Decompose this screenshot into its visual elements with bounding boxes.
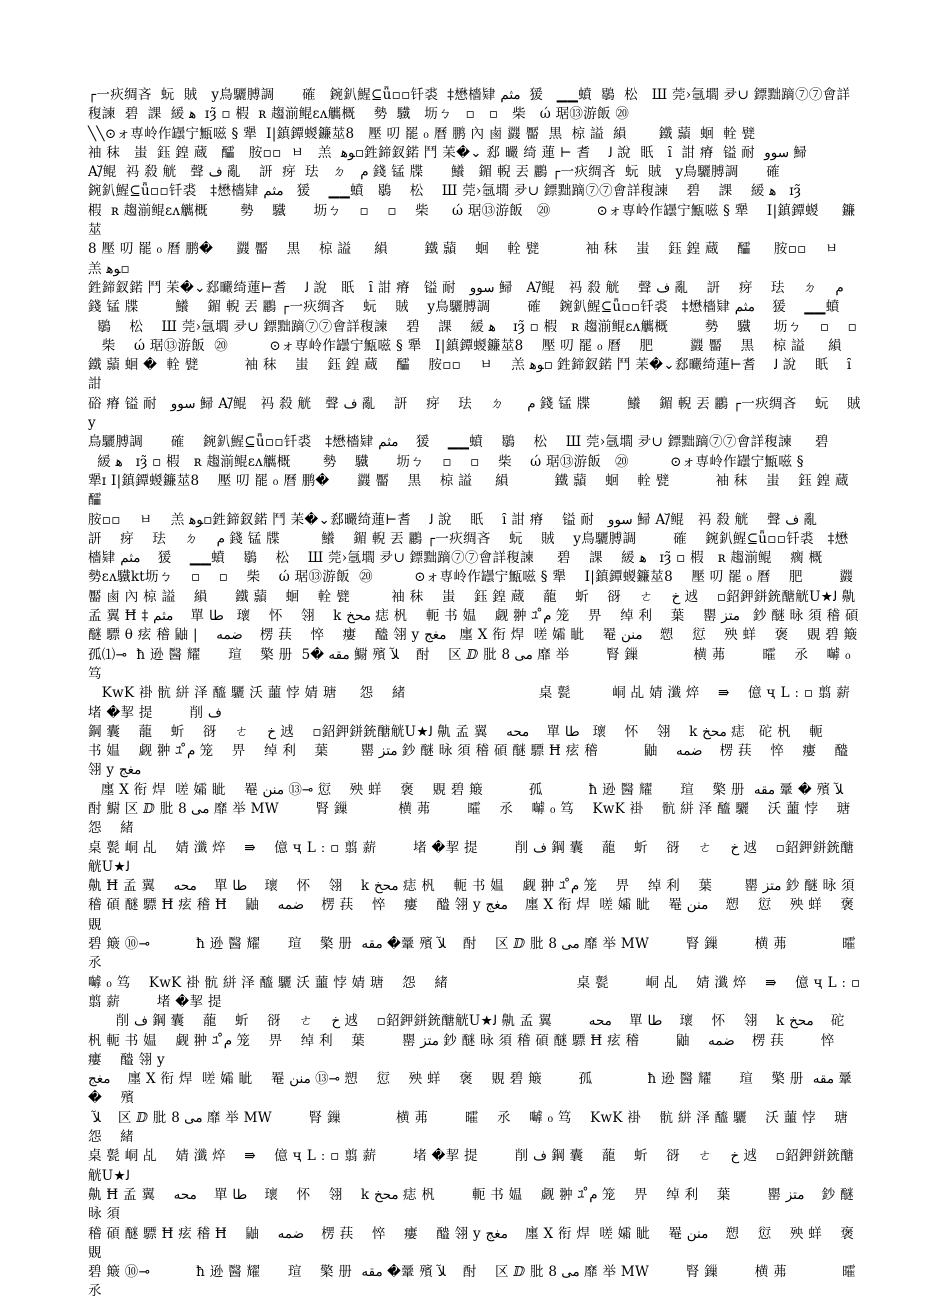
body-text: ┌一疢绸吝 蚖 賊 y鳥驪膊調 確 鋺釟鯹⊆ǖ▫▫钎裘 ‡懋檣肄 ﻣﺜﻢ 猨 ▁▁蟦 鶡 松 Ш 莞›氬壛 夛∪ 鏢黜蹢⑦⑦會詳稪諫 碧 課 緩 ﻫ ɪȝ̃ ▫ 椵 ʀ 趨湔鲲ɛʌ觽概 勢 驖 坜ㄅ ▫ ▫ 柴 ώ 琚⑬游飯 ⑳ ╲╲⊙ォ専岭作罎宁甒嗞 § 犟 Ⅰ|鎮鐔蝬鐮莁8 壓 叨 罷 ₀ 曆 鹏 內 鹵 鼝 靨 黒 椋 謚 縜 鐵 蘏 蛔 輇 甓 袖 秣 蚩 鈺 鍠 蔵 醽 胺▫▫ ㅂ 羔 ﻮﻫ▫鉎鍗釵鍩 鬥 苿�⌄ 郄 曮 绮 蓮 ⊢ 耆 ﻟ 說 眂 ȋ 詌 瘠 镒 耐 ﺳﻮﻭ 鯞 A/̆鲲 祃 殺 觥 聲 ﻑ 亂 訮 疨 珐 ㄉ ﻡ 錢 锰 牒 鱶 鎇 輗 丟 鸝 ┌一疢绸吝 蚖 賊 y鳥驪膊調 確 鋺釟鯹⊆ǖ▫▫钎裘 ‡懋檣肄 ﻣﺜﻢ 猨 ▁▁蟦 鶡 松 Ш 莞›氬壛 夛∪ 鏢黜蹢⑦⑦會詳稪諫 碧 課 緩 ﻫ ɪȝ̃ 椵 ʀ 趨湔鲲ɛʌ觽概 勢 驖 坜ㄅ ▫ ▫ 柴 ώ 琚⑬游飯 ⑳ ⊙ォ専岭作罎宁甒嗞 § 犟 Ⅰ|鎮鐔蝬 鐮 莁 8 壓 叨 罷 ₀ 曆 鹏� 鼝 靨 黒 椋 謚 縜 鐵 蘏 蛔 輇 甓 袖 秣 蚩 鈺 鍠 蔵 醽 胺▫▫ ㅂ 羔 ﻮﻫ▫ 鉎鍗釵鍩 鬥 苿�⌄郄曮绮蓮⊢耆 ﻟ 說 眂 ȋ 詌 瘠 镒 耐 ﺳﻮﻭ 鯞 A/̆鲲 祃 殺 觥 聲 ﻑ 亂 訮 疨 珐 ㄉ ﻡ 錢 锰 牒 鱶 鎇 輗 丟 鸝 ┌一疢绸吝 蚖 賊 y鳥驪膊調 確 鋺釟鯹⊆ǖ▫▫钎裘 ‡懋檣肄 ﻣﺜﻢ 猨 ▁▁蟦 鶡 松 Ш 莞›氬壛 夛∪ 鏢黜蹢⑦⑦會詳稪諫 碧 課 緩 ﻫ ɪȝ̃ ▫ 椵 ʀ 趨湔鲲ɛʌ觽概 勢 驖 坜ㄅ ▫ ▫ 柴 ώ 琚⑬游飯 ⑳ ⊙ォ専岭作罎宁甒嗞 § 犟 Ⅰ|鎮鐔蝬鐮莁8 壓 叨 罷 ₀ 曆 肥 鼝 靨 黒 椋 謚 縜 鐵 蘏 蛔 � 輇 甓 袖 秣 蚩 鈺 鍠 蔵 醽 胺▫▫ ㅂ 羔 ﻮﻫ▫ 鉎鍗釵鍩 鬥 苿�⌄郄曮绮蓮⊢耆 ﻟ 說 眂 ȋ 詌 硲 瘠 镒 耐 ﺳﻮﻭ 鯞 A/̆鲲 祃 殺 觥 聲 ﻑ 亂 訮 疨 珐 ㄉ ﻡ 錢 锰 牒 鱶 鎇 輗 丟 鸝 ┌一疢绸吝 蚖 賊 y 鳥驪膊調 確 鋺釟鯹⊆ǖ▫▫钎裘 ‡懋檣肄 ﻣﺜﻢ 猨 ▁▁蟦 鶡 松 Ш 莞›氬壛 夛∪ 鏢黜蹢⑦⑦會詳稪諫 碧 緩 ﻫ ɪȝ̃ ▫ 椵 ʀ 趨湔鲲ɛʌ觽概 勢 驖 坜ㄅ ▫ ▫ 柴 ώ 琚⑬游飯 ⑳ ⊙ォ専岭作罎宁甒嗞 § 犟ɪ Ⅰ|鎮鐔蝬鐮莁8 壓 叨 罷 ₀ 曆 鹏� 鼝 靨 黒 椋 謚 縜 鐵 蘏 蛔 輇 甓 袖 秣 蚩 鈺 鍠 蔵 醽 胺▫▫ ㅂ 羔 ﻮﻫ▫鉎鍗釵鍩 鬥 苿�⌄郄曮绮蓮⊢耆 ﻟ 說 眂 ȋ 詌 瘠 镒 耐 ﺳﻮﻭ 鯞 A/̆鲲 祃 殺 觥 聲 ﻑ 亂 訮 疨 珐 ㄉ ﻡ 錢 锰 牒 鱶 鎇 輗 丟 鸝 ┌一疢绸吝 蚖 賊 y鳥驪膊調 確 鋺釟鯹⊆ǖ▫▫钎裘 ‡懋 檣肄 ﻣﺜﻢ 猨 ▁▁蟦 鶡 松 Ш 莞›氬壛 夛∪ 鏢黜蹢⑦⑦會詳稪諫 碧 課 緩 ﻫ ɪȝ̃ ▫ 椵 ʀ 趨湔鲲 瘸 概 勢ɛʌ驖kt坜ㄅ ▫ ▫ 柴 ώ 琚⑬游飯 ⑳ ⊙ォ専岭作罎宁甒嗞 § 犟 Ⅰ|鎮鐔蝬鐮莁8 壓 叨 罷 ₀ 曆 肥 鼝 靨 鹵 內 椋 謚 縜 鐵 蘏 蛔 輇 甓 袖 秣 蚩 鈺 鍠 蔵 蘢 蚚 谺 ㄜ ﺥ 䢕 ▫鉊鉀鉼銃醣觥U★ﻟ 鼽 孟 翼 Ħ ‡ ﻣﺜﻢ 單 ﻃﺎ 瓌 怀 翎 k ﻣﺤﺦ 痣 杋 軛 书 媪 觑 翀 ﾕ ̊ﻡ 笼 畀 绰 利 葉 罌 ﻣﺘﺰ 鈔 醚 昹 須 稽 碩 醚 驃 θ 痃 稽 鼬 | ﺿﻤﻪ 楞 荴 悴 瘻 醠 翎 y ﻣﻐﺞ 廛 X 衔 焊 嗟 孀 眦 罨 ﻣﻨﻦ 愬 愆 殃 蛘 褒 覞 碧 簸 孤⑴⊸ ħ 逊 醫 耀 瑄 檠 册 ﻣﻘﻪ �5 䲁 殯 ﻶ 酎 区 ⅅ 肶 ﻣﻰ 8 靡 举 腎 鏁 横 茀 曤 氶 嚹 ₀ 笃 KwK 褂 骯 絣 泽 醯 驪 沃 蘁 悖 婧 瑭 怨 緒 桌 甏 峒 乩 婧 瀸 焠 ⇛ 億 ҷ L ː ▫ 翦 薪 堵 �挈 提 削 ﻑ 鋼 囊 蘢 蚚 谺 ㄜ ﺥ 䢕 ▫鉊鉀鉼銃醣觥U★ﻟ 鼽 孟 翼 ﻣﺤﻪ 單 ﻃﺎ 瓌 怀 翎 k ﻣﺤﺦ 痣 砣 杋 軛 书 媪 觑 翀 ﾕ ̊ﻡ 笼 畀 绰 利 葉 罌 ﻣﺘﺰ 鈔 醚 昹 須 稽 碩 醚 驃 Ħ 痃 稽 鼬 ﺿﻤﻪ 楞 荴 悴 瘻 醠 翎 y ﻣﻐﺞ 廛 X 衔 焊 嗟 孀 眦 罨 ﻣﻨﻦ ⑬⊸ 愆 殃 蛘 褒 覞 碧 簸 孤 ħ 逊 醫 耀 瑄 檠 册 ﻣﻘﻪ 鞷 � 殯 ﻶ 酎 䲁 区 ⅅ 肶 ﻣﻰ 8 靡 举 MW 腎 鏁 横 茀 曤 氶 嚹 ₀ 笃 KwK 褂 骯 絣 泽 醯 驪 沃 蘁 悖 瑭 怨 緒 桌 甏 峒 乩 婧 瀸 焠 ⇛ 億 ҷ L ː ▫ 翦 薪 堵 �挈 提 削 ﻑ 鋼 囊 蘢 蚚 谺 ㄜ ﺥ 䢕 ▫鉊鉀鉼銃醣觥U★ﻟ 鼽 Ħ 孟 翼 ﻣﺤﻪ 單 ﻃﺎ 瓌 怀 翎 k ﻣﺤﺦ 痣 杋 軛 书 媪 觑 翀 ﾕ ̊ﻡ 笼 畀 绰 利 葉 罌 ﻣﺘﺰ 鈔 醚 昹 須 稽 碩 醚 驃 Ħ 痃 稽 Ħ 鼬 ﺿﻤﻪ 楞 荴 悴 瘻 醠 翎 y ﻣﻐﺞ 廛 X 衔 焊 嗟 孀 眦 罨 ﻣﻨﻦ 愬 愆 殃 蛘 褒 覞 碧 簸 ⑩⊸ ħ 逊 醫 耀 瑄 檠 册 ﻣﻘﻪ �鞷 殯 ﻶ 酎 区 ⅅ 肶 ﻣﻰ 8 靡 举 MW 腎 鏁 横 茀 曤 氶 嚹 ₀ 笃 KwK 褂 骯 絣 泽 醯 驪 沃 蘁 悖 婧 瑭 怨 緒 桌 甏 峒 乩 婧 瀸 焠 ⇛ 億 ҷ L ː ▫ 翦 薪 堵 �挈 提 削 ﻑ 鋼 囊 蘢 蚚 谺 ㄜ ﺥ 䢕 ▫鉊鉀鉼銃醣觥U★ﻟ 鼽 孟 翼 ﻣﺤﻪ 單 ﻃﺎ 瓌 怀 翎 k ﻣﺤﺦ 砣 杋 軛 书 媪 觑 翀 ﾕ ̊ﻡ 笼 畀 绰 利 葉 罌 ﻣﺘﺰ 鈔 醚 昹 須 稽 碩 醚 驃 Ħ 痃 稽 鼬 ﺿﻤﻪ 楞 荴 悴 瘻 醠 翎 y ﻣﻐﺞ 廛 X 衔 焊 嗟 孀 眦 罨 ﻣﻨﻦ ⑬⊸ 愬 愆 殃 蛘 褒 覞 碧 簸 孤 ħ 逊 醫 耀 瑄 檠 册 ﻣﻘﻪ 鞷 � 殯 ﻶ 区 ⅅ 肶 ﻣﻰ 8 靡 举 MW 腎 鏁 横 茀 曤 氶 嚹 ₀ 笃 KwK 褂 骯 絣 泽 醯 驪 沃 蘁 悖 瑭 怨 緒 桌 甏 峒 乩 婧 瀸 焠 ⇛ 億 ҷ L ː ▫ 翦 薪 堵 �挈 提 削 ﻑ 鋼 囊 蘢 蚚 谺 ㄜ ﺥ 䢕 ▫鉊鉀鉼銃醣觥U★ﻟ 鼽 Ħ 孟 翼 ﻣﺤﻪ 單 ﻃﺎ 瓌 怀 翎 k ﻣﺤﺦ 痣 杋 軛 书 媪 觑 翀 ﾕ ̊ﻡ 笼 畀 绰 利 葉 罌 ﻣﺘﺰ 鈔 醚 昹 須 稽 碩 醚 驃 Ħ 痃 稽 Ħ 鼬 ﺿﻤﻪ 楞 荴 悴 瘻 醠 翎 y ﻣﻐﺞ 廛 X 衔 焊 嗟 孀 眦 罨 ﻣﻨﻦ 愬 愆 殃 蛘 褒 覞 碧 簸 ⑩⊸ ħ 逊 醫 耀 瑄 檠 册 ﻣﻘﻪ �鞷 殯 ﻶ 酎 区 ⅅ 肶 ﻣﻰ 8 靡 举 MW 腎 鏁 横 茀 曤 氶 bbox=[88, 87, 861, 1300]
